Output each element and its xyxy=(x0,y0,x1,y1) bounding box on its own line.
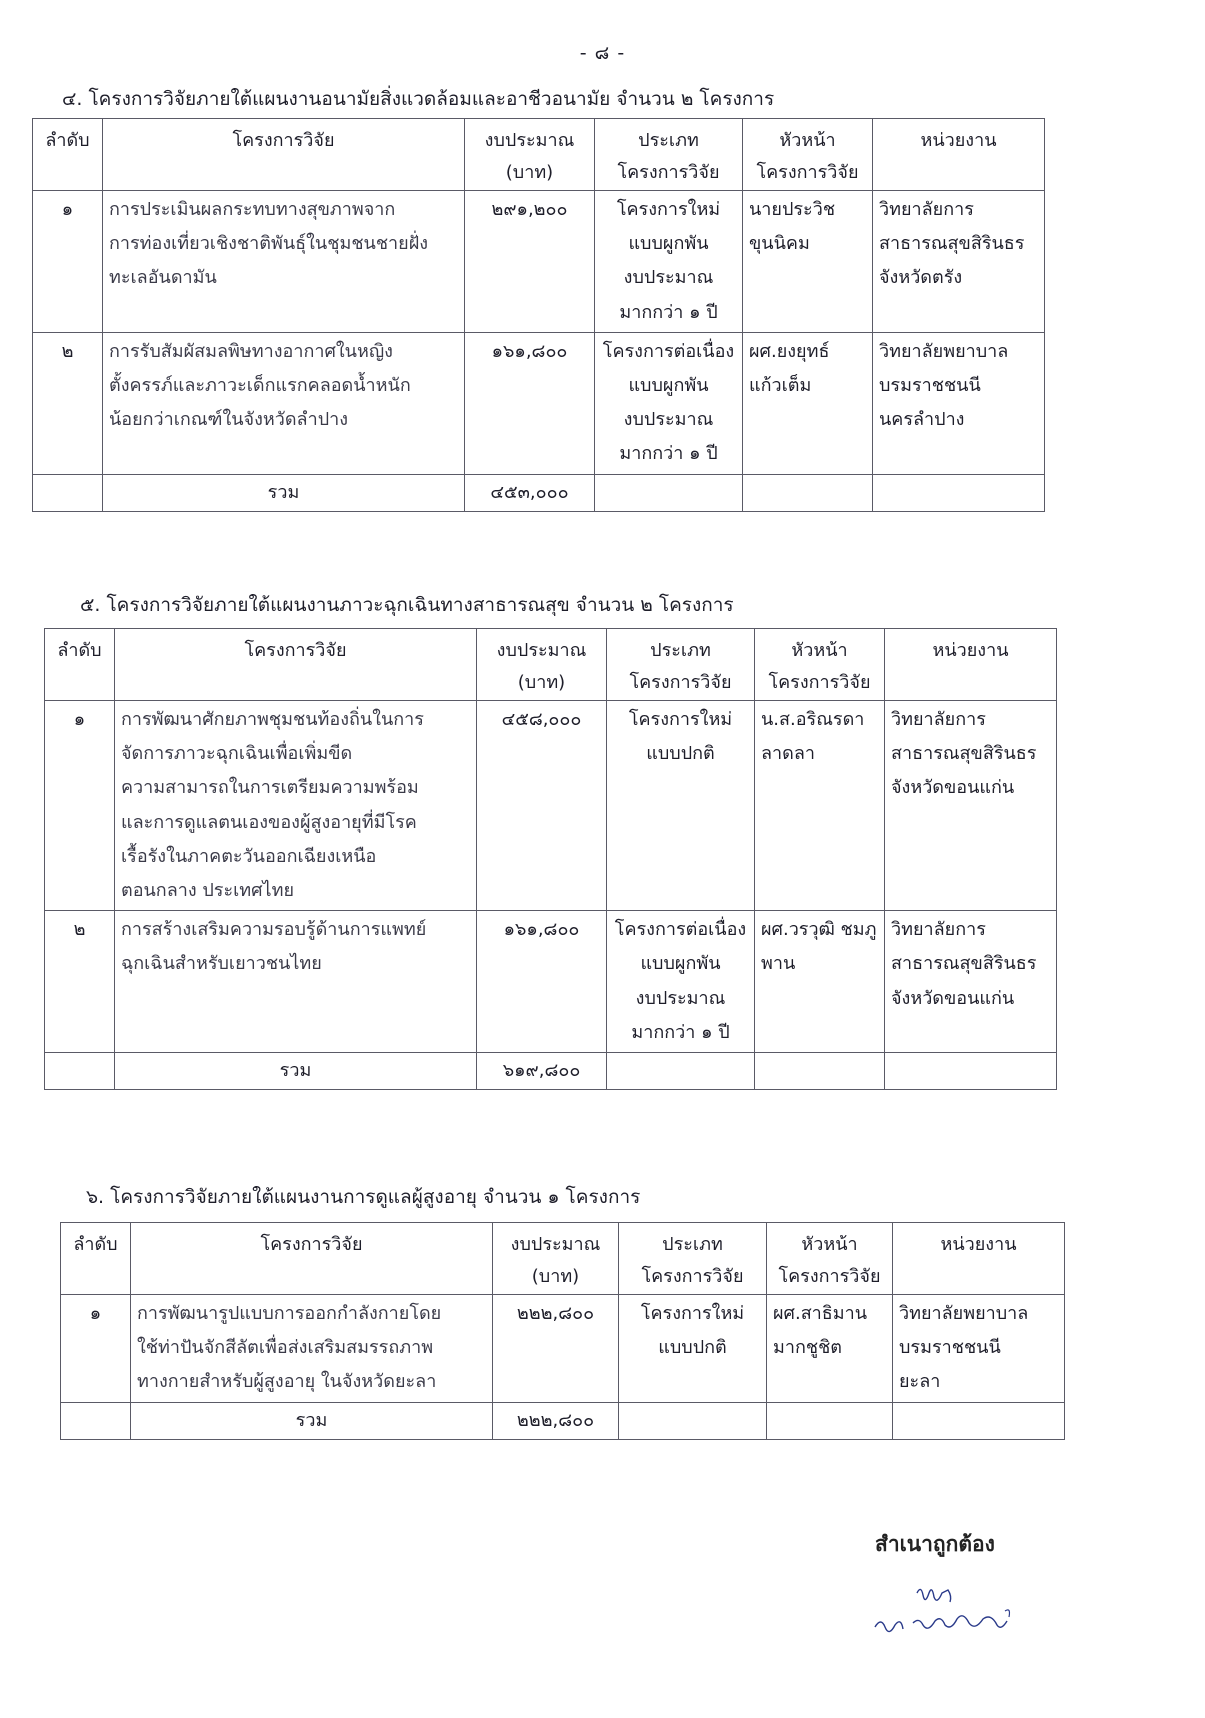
project-unit-line: สาธารณสุขสิรินธร xyxy=(891,743,1037,765)
project-type xyxy=(595,191,743,333)
project-type-line: โครงการใหม่ xyxy=(616,199,721,220)
project-unit-line: นครลำปาง xyxy=(879,409,965,431)
project-leader-line: ผศ.วรวุฒิ ชมภู xyxy=(761,919,877,941)
header-budget-label: งบประมาณ xyxy=(484,130,575,151)
project-type xyxy=(619,1295,767,1403)
header-order: ลำดับ xyxy=(61,1223,131,1295)
project-leader-line: พาน xyxy=(761,953,796,975)
header-budget xyxy=(465,119,595,191)
project-type-line: แบบผูกพัน xyxy=(628,374,709,396)
section-title-4: ๔. โครงการวิจัยภายใต้แผนงานอนามัยสิ่งแวดล้อมและอาชีวอนามัย จำนวน ๒ โครงการ xyxy=(62,88,775,110)
page-number: - ๘ - xyxy=(579,42,626,64)
header-row xyxy=(33,119,1045,191)
total-empty-cell xyxy=(33,474,103,511)
project-leader xyxy=(743,191,873,333)
header-leader xyxy=(755,629,885,701)
budget-value: ๔๕๘,๐๐๐ xyxy=(477,701,607,911)
project-title-line: ความสามารถในการเตรียมความพร้อม xyxy=(121,777,419,799)
project-unit-line: จังหวัดตรัง xyxy=(879,267,963,289)
header-unit: หน่วยงาน xyxy=(893,1223,1065,1295)
header-leader-sub: โครงการวิจัย xyxy=(778,1265,881,1287)
project-unit xyxy=(885,701,1057,911)
header-row xyxy=(45,629,1057,701)
total-empty-cell xyxy=(767,1402,893,1439)
total-value: ๔๕๓,๐๐๐ xyxy=(465,474,595,511)
header-leader-sub: โครงการวิจัย xyxy=(756,161,859,183)
project-type-line: แบบผูกพัน xyxy=(628,233,709,255)
project-title-line: ตั้งครรภ์และภาวะเด็กแรกคลอดน้ำหนัก xyxy=(109,374,411,396)
header-budget xyxy=(477,629,607,701)
header-type-label: ประเภท xyxy=(638,130,699,151)
header-unit: หน่วยงาน xyxy=(873,119,1045,191)
project-title xyxy=(115,701,477,911)
row-number: ๑ xyxy=(61,1295,131,1403)
header-budget-unit: (บาท) xyxy=(517,671,566,693)
header-budget-unit: (บาท) xyxy=(505,161,554,183)
project-type-line: มากกว่า ๑ ปี xyxy=(619,301,718,323)
row-number: ๑ xyxy=(45,701,115,911)
project-leader-line: ผศ.สาธิมาน xyxy=(773,1303,868,1324)
project-type-line: งบประมาณ xyxy=(635,987,726,1009)
project-unit-line: บรมราชชนนี xyxy=(879,374,981,396)
project-title-line: จัดการภาวะฉุกเฉินเพื่อเพิ่มขีด xyxy=(121,743,353,765)
certification-label: สำเนาถูกต้อง xyxy=(875,1532,995,1556)
project-title-line: ตอนกลาง ประเทศไทย xyxy=(121,879,295,901)
project-type-line: งบประมาณ xyxy=(623,267,714,289)
row-number: ๒ xyxy=(45,911,115,1053)
project-title-line: การพัฒนาศักยภาพชุมชนท้องถิ่นในการ xyxy=(121,709,424,730)
total-row xyxy=(33,474,1045,511)
project-title-line: การพัฒนารูปแบบการออกกำลังกายโดย xyxy=(137,1303,442,1324)
total-row xyxy=(45,1052,1057,1089)
project-unit-line: วิทยาลัยพยาบาล xyxy=(879,340,1009,362)
project-unit-line: สาธารณสุขสิรินธร xyxy=(879,233,1025,255)
project-type-line: โครงการต่อเนื่อง xyxy=(602,340,735,362)
project-type-line: โครงการใหม่ xyxy=(640,1303,745,1324)
total-label: รวม xyxy=(103,474,465,511)
project-title-line: เรื้อรังในภาคตะวันออกเฉียงเหนือ xyxy=(121,845,377,867)
header-leader-label: หัวหน้า xyxy=(779,130,836,151)
project-unit xyxy=(873,332,1045,474)
project-type xyxy=(607,701,755,911)
table-row xyxy=(45,701,1057,911)
header-leader-sub: โครงการวิจัย xyxy=(768,671,871,693)
project-unit-line: วิทยาลัยพยาบาล xyxy=(899,1303,1029,1324)
header-budget-label: งบประมาณ xyxy=(496,640,587,661)
row-number: ๑ xyxy=(33,191,103,333)
header-type-label: ประเภท xyxy=(662,1234,723,1255)
total-empty-cell xyxy=(607,1052,755,1089)
total-empty-cell xyxy=(873,474,1045,511)
total-empty-cell xyxy=(893,1402,1065,1439)
project-unit-line: จังหวัดขอนแก่น xyxy=(891,987,1015,1009)
project-title-line: และการดูแลตนเองของผู้สูงอายุที่มีโรค xyxy=(121,811,417,833)
total-row xyxy=(61,1402,1065,1439)
project-unit-line: วิทยาลัยการ xyxy=(891,709,986,730)
budget-value: ๒๙๑,๒๐๐ xyxy=(465,191,595,333)
project-table-5 xyxy=(44,628,1057,1090)
header-type-sub: โครงการวิจัย xyxy=(617,161,720,183)
project-unit-line: สาธารณสุขสิรินธร xyxy=(891,953,1037,975)
table-row xyxy=(33,191,1045,333)
project-type-line: มากกว่า ๑ ปี xyxy=(619,443,718,465)
header-budget-unit: (บาท) xyxy=(531,1265,580,1287)
project-leader-line: แก้วเต็ม xyxy=(749,374,812,396)
project-unit-line: วิทยาลัยการ xyxy=(879,199,974,220)
header-leader xyxy=(767,1223,893,1295)
project-title-line: การรับสัมผัสมลพิษทางอากาศในหญิง xyxy=(109,340,393,362)
project-title-line: การท่องเที่ยวเชิงชาติพันธุ์ในชุมชนชายฝั่ง xyxy=(109,233,429,255)
header-type-label: ประเภท xyxy=(650,640,711,661)
project-type-line: แบบปกติ xyxy=(646,743,715,765)
header-project: โครงการวิจัย xyxy=(103,119,465,191)
row-number: ๒ xyxy=(33,332,103,474)
header-leader-label: หัวหน้า xyxy=(801,1234,858,1255)
project-title xyxy=(131,1295,493,1403)
budget-value: ๑๖๑,๘๐๐ xyxy=(477,911,607,1053)
project-title-line: ทางกายสำหรับผู้สูงอายุ ในจังหวัดยะลา xyxy=(137,1371,437,1393)
total-label: รวม xyxy=(131,1402,493,1439)
project-leader xyxy=(755,701,885,911)
header-leader xyxy=(743,119,873,191)
header-type xyxy=(595,119,743,191)
project-unit-line: ยะลา xyxy=(899,1371,941,1393)
project-leader-line: มากชูชิต xyxy=(773,1337,842,1359)
header-row xyxy=(61,1223,1065,1295)
total-empty-cell xyxy=(619,1402,767,1439)
header-budget-label: งบประมาณ xyxy=(510,1234,601,1255)
project-title-line: ฉุกเฉินสำหรับเยาวชนไทย xyxy=(121,953,322,975)
project-title-line: ใช้ท่าปันจักสีลัตเพื่อส่งเสริมสมรรถภาพ xyxy=(137,1337,434,1359)
header-type xyxy=(619,1223,767,1295)
project-type-line: โครงการต่อเนื่อง xyxy=(614,919,747,941)
project-type-line: แบบปกติ xyxy=(658,1337,727,1359)
table-row xyxy=(33,332,1045,474)
project-title-line: การสร้างเสริมความรอบรู้ด้านการแพทย์ xyxy=(121,919,427,941)
project-unit xyxy=(873,191,1045,333)
table-row xyxy=(45,911,1057,1053)
project-leader xyxy=(743,332,873,474)
project-title xyxy=(115,911,477,1053)
project-unit xyxy=(885,911,1057,1053)
project-type-line: โครงการใหม่ xyxy=(628,709,733,730)
project-type xyxy=(607,911,755,1053)
project-leader-line: ขุนนิคม xyxy=(749,233,810,255)
project-leader-line: ผศ.ยงยุทธ์ xyxy=(749,340,830,362)
total-empty-cell xyxy=(743,474,873,511)
project-unit-line: จังหวัดขอนแก่น xyxy=(891,777,1015,799)
total-empty-cell xyxy=(595,474,743,511)
project-title xyxy=(103,332,465,474)
project-title-line: น้อยกว่าเกณฑ์ในจังหวัดลำปาง xyxy=(109,409,349,431)
total-empty-cell xyxy=(755,1052,885,1089)
section-title-6: ๖. โครงการวิจัยภายใต้แผนงานการดูแลผู้สูงอายุ จำนวน ๑ โครงการ xyxy=(86,1186,641,1208)
header-type-sub: โครงการวิจัย xyxy=(629,671,732,693)
header-project: โครงการวิจัย xyxy=(131,1223,493,1295)
project-unit-line: วิทยาลัยการ xyxy=(891,919,986,941)
project-leader-line: น.ส.อริณรดา xyxy=(761,709,865,730)
header-unit: หน่วยงาน xyxy=(885,629,1057,701)
project-type-line: มากกว่า ๑ ปี xyxy=(631,1021,730,1043)
header-leader-label: หัวหน้า xyxy=(791,640,848,661)
header-project: โครงการวิจัย xyxy=(115,629,477,701)
project-table-4 xyxy=(32,118,1045,512)
project-unit xyxy=(893,1295,1065,1403)
table-row xyxy=(61,1295,1065,1403)
project-leader-line: ลาดลา xyxy=(761,743,815,765)
project-type-line: แบบผูกพัน xyxy=(640,953,721,975)
handwritten-signature xyxy=(855,1575,1055,1655)
project-leader xyxy=(767,1295,893,1403)
total-empty-cell xyxy=(885,1052,1057,1089)
project-leader xyxy=(755,911,885,1053)
header-type-sub: โครงการวิจัย xyxy=(641,1265,744,1287)
header-order: ลำดับ xyxy=(45,629,115,701)
project-title-line: ทะเลอันดามัน xyxy=(109,267,217,289)
total-value: ๒๒๒,๘๐๐ xyxy=(493,1402,619,1439)
project-leader-line: นายประวิช xyxy=(749,199,836,220)
budget-value: ๒๒๒,๘๐๐ xyxy=(493,1295,619,1403)
project-title xyxy=(103,191,465,333)
project-unit-line: บรมราชชนนี xyxy=(899,1337,1001,1359)
total-value: ๖๑๙,๘๐๐ xyxy=(477,1052,607,1089)
project-type xyxy=(595,332,743,474)
total-empty-cell xyxy=(45,1052,115,1089)
header-budget xyxy=(493,1223,619,1295)
header-order: ลำดับ xyxy=(33,119,103,191)
project-title-line: การประเมินผลกระทบทางสุขภาพจาก xyxy=(109,199,396,220)
project-type-line: งบประมาณ xyxy=(623,409,714,431)
total-label: รวม xyxy=(115,1052,477,1089)
total-empty-cell xyxy=(61,1402,131,1439)
header-type xyxy=(607,629,755,701)
section-title-5: ๕. โครงการวิจัยภายใต้แผนงานภาวะฉุกเฉินทางสาธารณสุข จำนวน ๒ โครงการ xyxy=(80,594,734,616)
project-table-6 xyxy=(60,1222,1065,1440)
budget-value: ๑๖๑,๘๐๐ xyxy=(465,332,595,474)
